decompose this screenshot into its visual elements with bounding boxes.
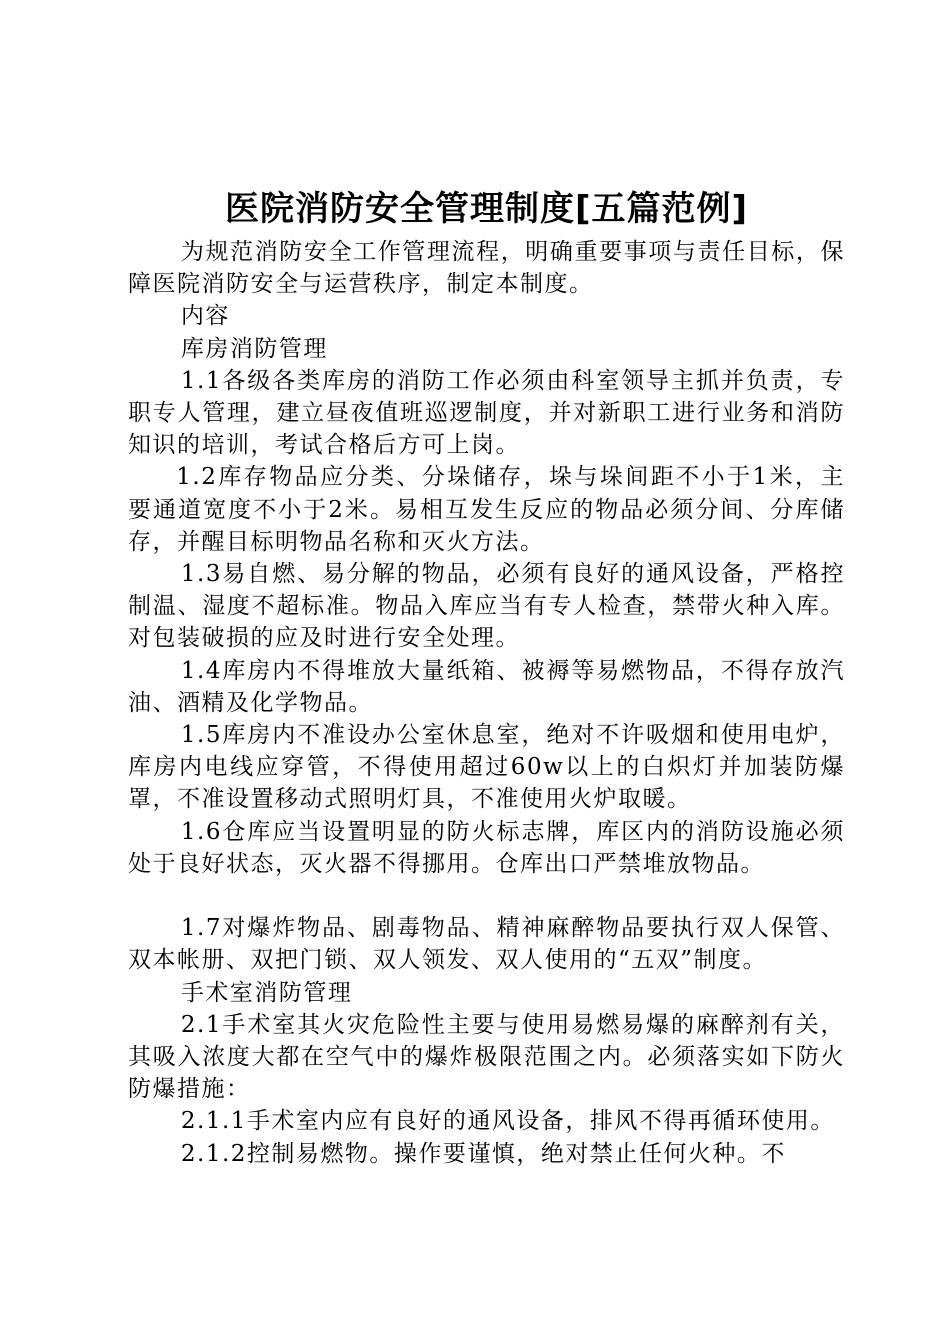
paragraph-1-7: 1.7对爆炸物品、剧毒物品、精神麻醉物品要执行双人保管、双本帐册、双把门锁、双人领发、双人使用的“五双”制度。 [128, 915, 845, 974]
paragraph-content-heading: 内容 [180, 303, 230, 330]
paragraph-1-1: 1.1各级各类库房的消防工作必须由科室领导主抓并负责，专职专人管理，建立昼夜值班巡逻制度，并对新职工进行业务和消防知识的培训，考试合格后方可上岗。 [128, 367, 845, 459]
paragraph-2-1: 2.1手术室其火灾危险性主要与使用易燃易爆的麻醉剂有关，其吸入浓度大都在空气中的爆炸极限范围之内。必须落实如下防火防爆措施： [128, 1011, 845, 1103]
paragraph-1-5: 1.5库房内不准设办公室休息室，绝对不许吸烟和使用电炉，库房内电线应穿管，不得使用超过60w以上的白炽灯并加装防爆罩，不准设置移动式照明灯具，不准使用火炉取暖。 [128, 722, 845, 813]
section-heading-warehouse: 库房消防管理 [180, 335, 328, 362]
document-body [128, 236, 845, 1170]
section-heading-operating-room: 手术室消防管理 [180, 979, 353, 1006]
document-title: 医院消防安全管理制度[五篇范例] [224, 189, 749, 229]
blank-line [128, 880, 845, 912]
paragraph-intro: 为规范消防安全工作管理流程，明确重要事项与责任目标，保障医院消防安全与运营秩序，制定本制度。 [128, 239, 845, 298]
paragraph-1-3: 1.3易自燃、易分解的物品，必须有良好的通风设备，严格控制温、湿度不超标准。物品入库应当有专人检查，禁带火种入库。对包装破损的应及时进行安全处理。 [128, 561, 845, 652]
paragraph-2-1-1: 2.1.1手术室内应有良好的通风设备，排风不得再循环使用。 [180, 1108, 835, 1135]
paragraph-1-6: 1.6仓库应当设置明显的防火标志牌，库区内的消防设施必须处于良好状态，灭火器不得挪用。仓库出口严禁堆放物品。 [128, 818, 845, 877]
paragraph-2-1-2: 2.1.2控制易燃物。操作要谨慎，绝对禁止任何火种。不 [180, 1140, 786, 1167]
paragraph-1-2: 1.2库存物品应分类、分垛储存，垛与垛间距不小于1米，主要通道宽度不小于2米。易相互发生反应的物品必须分间、分库储存，并醒目标明物品名称和灭火方法。 [128, 464, 845, 555]
paragraph-1-4: 1.4库房内不得堆放大量纸箱、被褥等易燃物品，不得存放汽油、酒精及化学物品。 [128, 657, 845, 716]
